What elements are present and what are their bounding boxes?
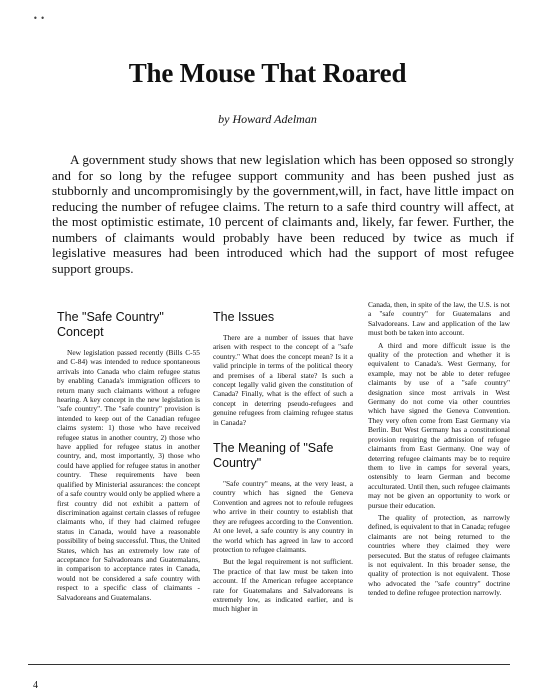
column-3 [368,300,510,658]
column-2 [213,308,353,658]
corner-mark: • • [33,14,45,23]
body-paragraph: There are a number of issues that have arisen with respect to the concept of a "safe country." What does the concept mean? Is it a valid principle in terms of the political theory and premises of a liberal state? Is such a concept legally valid given the constitution of Canada? Finally, what is the effect of such a concept in deterring pseudo-refugees and genuine refugees from claiming refugee status in Canada? [213,333,353,427]
article-byline: by Howard Adelman [218,112,317,126]
footer-rule [28,664,510,665]
lead-paragraph: A government study shows that new legislation which has been opposed so strongly and for so long by the refugee support community and has been pushed just as stubbornly and uncompromisingly by the government,will, in fact, have little impact on reducing the number of refugee claims. The return to a safe third country will affect, at the most optimistic estimate, 10 percent of claimants and, likely, far fewer. Further, the numbers of claimants would probably have been reduced by twice as much if legislative measures had been introduced which had the support of most refugee support groups. [52,152,514,276]
page-number: 4 [33,680,38,691]
body-paragraph: But the legal requirement is not sufficient. The practice of that law must be taken into account. If the American refugee acceptance rate for Guatemalans and Salvadoreans is extremely low, as indicated earlier, and is much higher in [213,557,353,614]
body-paragraph: "Safe country" means, at the very least, a country which has signed the Geneva Convention and agrees not to refoule refugees who arrive in their country to establish that they are refugees according to the Convention. At one level, a safe country is any country in the world which has agreed in law to accord protection to refugee claimants. [213,479,353,554]
section-heading-safe-country-concept: The "Safe Country" Concept [57,310,164,339]
section-heading-the-issues: The Issues [213,310,275,324]
body-paragraph: Canada, then, in spite of the law, the U.S. is not a "safe country" for Guatemalans and Salvadoreans. Law and application of the law must both be taken into account. [368,300,510,338]
column-1 [57,308,200,658]
body-paragraph: New legislation passed recently (Bills C-55 and C-84) was intended to reduce spontaneous arrivals into Canada who claim refugee status by enabling Canada's immigration officers to return many such claimants without a refugee hearing. A key concept in the new legislation is "safe country". The "safe country" provision is intended to keep out of the Canadian refugee claims system: 1) those who have received refugee status in another country, 2) those who have applied for refugee status in another country, and, most importantly, 3) those who could have applied for refugee status in another country. These requirements have been qualified by Ministerial assurances: the concept of a safe country would only be applied where a first country did not exhibit a pattern of discrimination against certain classes of refugee claimants who, if they had claimed refugee status in Canada, would have a reasonable possibility of being successful. Thus, the United States, which has an extremely low rate of acceptance for Salvadoreans and Guatemalans, in comparison to acceptance rates in Canada, would not be considered a safe country with respect to a specific class of claimants - Salvadoreans and Guatemalans. [57,348,200,602]
section-heading-meaning-of-safe-country: The Meaning of "Safe Country" [213,441,334,471]
body-paragraph: The quality of protection, as narrowly defined, is equivalent to that in Canada; refugee claimants are not being returned to the countries where they claimed they were persecuted. But the status of refugee claimants is not equivalent. In this broader sense, the quality of protection is not equivalent. Those who advocated the "safe country" doctrine tended to define refugee protection narrowly. [368,512,510,598]
article-title: The Mouse That Roared [128,58,407,88]
body-paragraph: A third and more difficult issue is the quality of the protection and whether it is equivalent to Canada's. West Germany, for example, may not be able to deter refugee claimants by use of a "safe country" designation since most arrivals in West Germany do not come via other countries which have signed the Geneva Convention. They very often come from East Germany via Berlin. But West Germany has a constitutional provision requiring the admission of refugee claimants from East Germany. One way of deterring refugee claimants may be to require them to live in camps for several years, ostensibly to learn German and become acculturated. Until then, such refugee claimants may not be given an opportunity to work or pursue their education. [368,340,510,510]
